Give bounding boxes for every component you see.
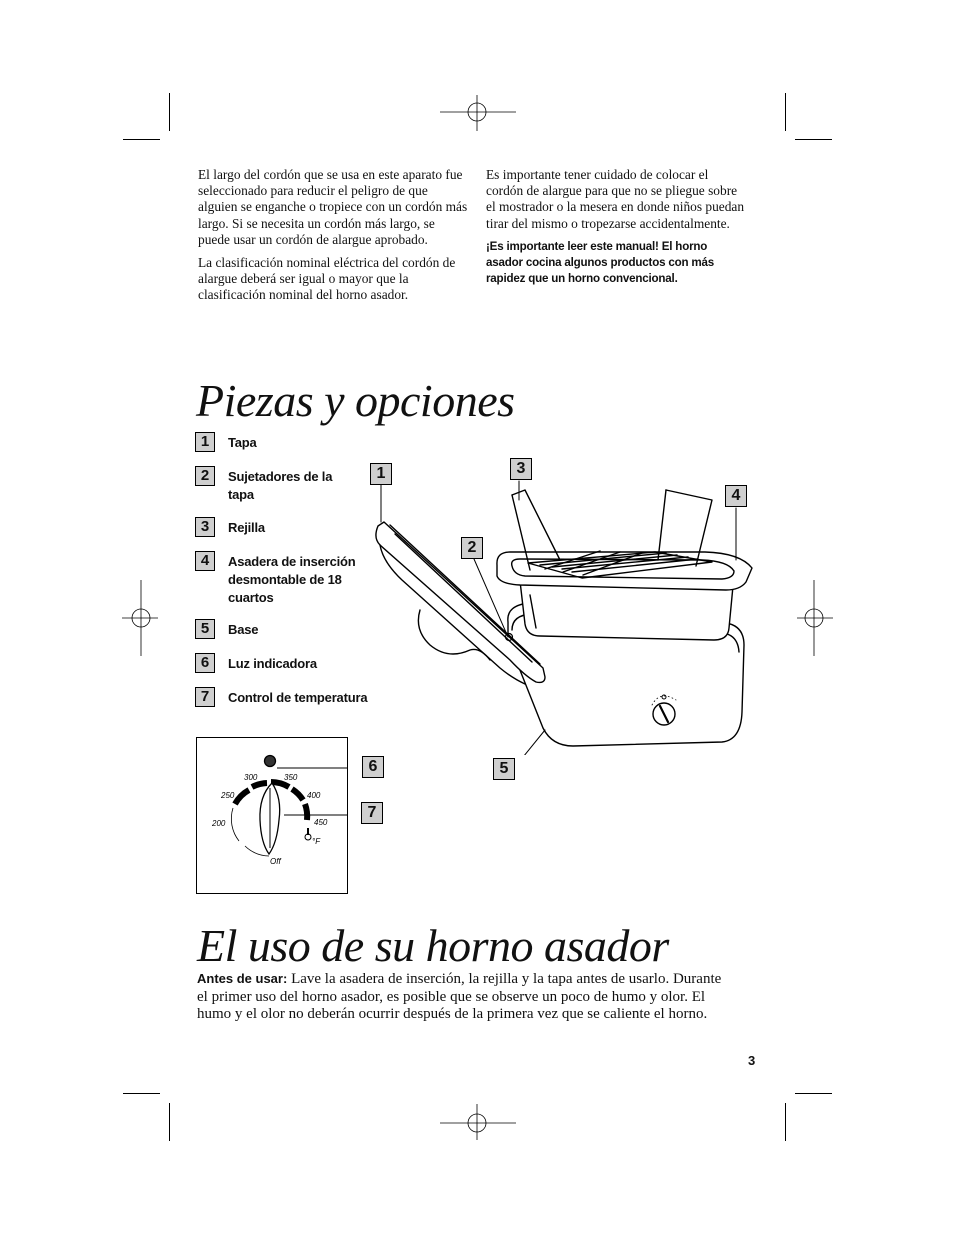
usage-lead: Antes de usar:: [197, 971, 288, 986]
callout-7: 7: [361, 802, 383, 824]
callout-6: 6: [362, 756, 384, 778]
left-paragraph-1: El largo del cordón que se usa en este aparato fue seleccionado para reducir el peligro de que alguien se enganche o tropiece con un cordón más largo. Si se necesita un cordón más largo, se puede usar un cordón de alargue aprobado.: [198, 167, 468, 247]
callout-3: 3: [510, 458, 532, 480]
dial-temp-200: 200: [212, 819, 226, 828]
part-label: Asadera de inserción desmontable de 18 cuartos: [228, 554, 356, 605]
parts-title: Piezas y opciones: [196, 375, 515, 426]
callout-2: 2: [461, 537, 483, 559]
right-text-column: [486, 167, 746, 294]
temperature-dial-inset: [196, 737, 348, 894]
part-number: 4: [195, 551, 215, 571]
part-label: Control de temperatura: [228, 690, 368, 705]
part-number: 7: [195, 687, 215, 707]
registration-mark-bottom: [440, 1104, 516, 1140]
part-number: 6: [195, 653, 215, 673]
registration-mark-right: [797, 580, 833, 656]
registration-mark-top: [440, 95, 516, 131]
usage-text: Lave la asadera de inserción, la rejilla y la tapa antes de usarlo. Durante el primer uso del horno asador, es posible que se observe un poco de humo y olor. El humo y el olor no deberán ocurrir después de la primera vez que se caliente el horno.: [197, 971, 722, 1022]
part-label: Tapa: [228, 435, 257, 450]
part-number: 1: [195, 432, 215, 452]
dial-temp-300: 300: [244, 773, 258, 782]
callout-4: 4: [725, 485, 747, 507]
page-number: 3: [748, 1053, 756, 1068]
dial-temp-400: 400: [307, 791, 321, 800]
manual-warning: ¡Es importante leer este manual! El horno asador cocina algunos productos con más rapidez que un horno convencional.: [486, 239, 714, 285]
left-text-column: [198, 167, 470, 311]
usage-intro: [197, 970, 727, 1024]
right-paragraph-1: Es importante tener cuidado de colocar el cordón de alargue para que no se pliegue sobre el mostrador o la mesera en donde niños puedan tirar del mismo o tropezarse accidentalmente.: [486, 167, 745, 231]
part-label: Luz indicadora: [228, 656, 317, 671]
part-number: 5: [195, 619, 215, 639]
dial-face: [197, 738, 347, 893]
left-paragraph-2: La clasificación nominal eléctrica del cordón de alargue deberá ser igual o mayor que la clasificación nominal del horno asador.: [198, 255, 456, 303]
usage-title: El uso de su horno asador: [197, 920, 669, 971]
roaster-oven-illustration: [360, 480, 760, 755]
dial-unit: °F: [312, 837, 321, 846]
part-label: Sujetadores de la tapa: [228, 469, 333, 502]
part-number: 3: [195, 517, 215, 537]
dial-temp-250: 250: [221, 791, 235, 800]
dial-off-label: Off: [270, 857, 281, 866]
part-label: Base: [228, 622, 259, 637]
part-label: Rejilla: [228, 520, 265, 535]
registration-mark-left: [122, 580, 158, 656]
dial-temp-450: 450: [314, 818, 328, 827]
callout-1: 1: [370, 463, 392, 485]
dial-temp-350: 350: [284, 773, 298, 782]
part-number: 2: [195, 466, 215, 486]
callout-5: 5: [493, 758, 515, 780]
